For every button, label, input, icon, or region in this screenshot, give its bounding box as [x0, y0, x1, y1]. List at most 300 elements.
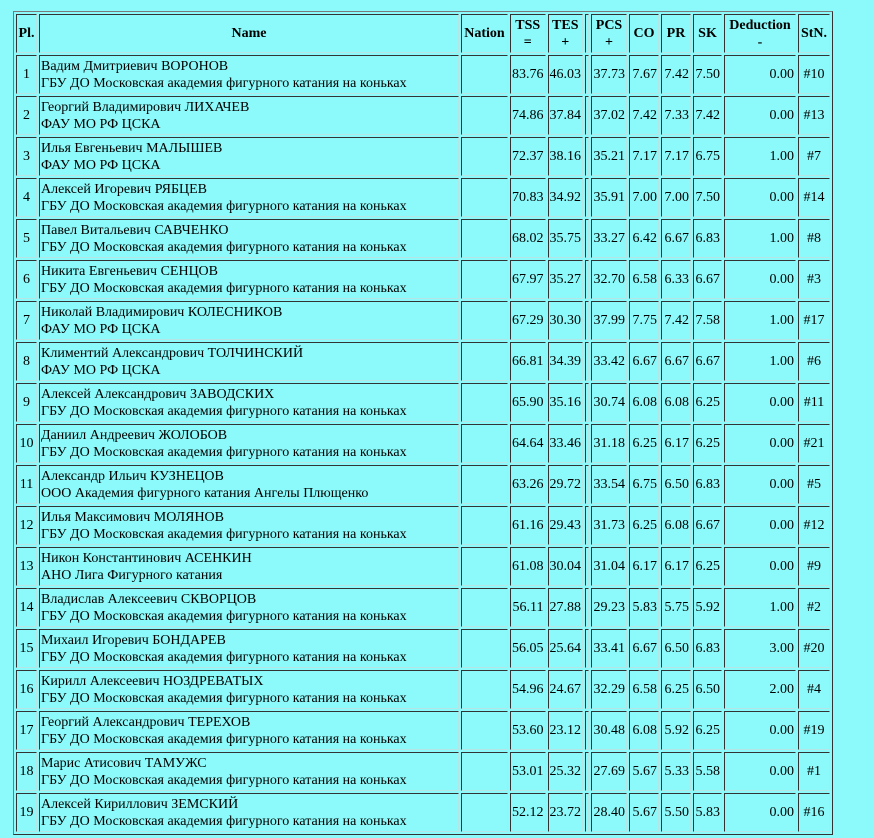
place-cell: 10 — [16, 424, 37, 463]
tss-cell: 52.12 — [510, 793, 546, 832]
tes-cell: 33.46 — [548, 424, 584, 463]
spacer-cell — [585, 383, 589, 422]
pr-cell: 6.25 — [661, 670, 691, 709]
deduction-cell: 0.00 — [724, 424, 796, 463]
sk-cell: 6.83 — [693, 219, 722, 258]
start-number-cell: #19 — [798, 711, 830, 750]
skater-cell — [39, 342, 459, 381]
skater-club: ГБУ ДО Московская академия фигурного катания на коньках — [41, 75, 407, 91]
results-table — [13, 11, 833, 835]
place-cell: 6 — [16, 260, 37, 299]
skater-club: ГБУ ДО Московская академия фигурного катания на коньках — [41, 403, 407, 419]
start-number-cell: #5 — [798, 465, 830, 504]
co-cell: 6.42 — [629, 219, 659, 258]
tes-cell: 29.72 — [548, 465, 584, 504]
table-row — [16, 793, 830, 832]
start-number-cell: #6 — [798, 342, 830, 381]
place-cell: 12 — [16, 506, 37, 545]
skater-club: ГБУ ДО Московская академия фигурного катания на коньках — [41, 649, 407, 665]
nation-cell — [461, 547, 508, 586]
tss-cell: 56.11 — [510, 588, 546, 627]
spacer-cell — [585, 670, 589, 709]
pcs-cell: 37.02 — [591, 96, 627, 135]
place-cell: 3 — [16, 137, 37, 176]
spacer-cell — [585, 219, 589, 258]
skater-cell — [39, 670, 459, 709]
sk-cell: 6.83 — [693, 629, 722, 668]
pr-cell: 6.50 — [661, 465, 691, 504]
co-cell: 6.67 — [629, 342, 659, 381]
pr-cell: 5.92 — [661, 711, 691, 750]
header-co: CO — [629, 14, 659, 53]
table-row — [16, 342, 830, 381]
co-cell: 6.58 — [629, 670, 659, 709]
skater-cell — [39, 301, 459, 340]
co-cell: 5.67 — [629, 752, 659, 791]
pcs-cell: 32.70 — [591, 260, 627, 299]
tes-cell: 35.27 — [548, 260, 584, 299]
tes-cell: 37.84 — [548, 96, 584, 135]
sk-cell: 6.75 — [693, 137, 722, 176]
skater-name: Марис Атисович ТАМУЖС — [41, 755, 207, 771]
pr-cell: 6.08 — [661, 506, 691, 545]
skater-club: ФАУ МО РФ ЦСКА — [41, 157, 161, 173]
deduction-cell: 3.00 — [724, 629, 796, 668]
header-deduction-label: Deduction — [729, 17, 791, 33]
tss-cell: 53.60 — [510, 711, 546, 750]
skater-name: Алексей Кириллович ЗЕМСКИЙ — [41, 796, 239, 812]
skater-name: Михаил Игоревич БОНДАРЕВ — [41, 632, 226, 648]
table-row — [16, 629, 830, 668]
skater-name: Илья Евгеньевич МАЛЫШЕВ — [41, 140, 223, 156]
start-number-cell: #3 — [798, 260, 830, 299]
deduction-cell: 0.00 — [724, 96, 796, 135]
nation-cell — [461, 629, 508, 668]
place-cell: 13 — [16, 547, 37, 586]
skater-club: ФАУ МО РФ ЦСКА — [41, 116, 161, 132]
start-number-cell: #13 — [798, 96, 830, 135]
tss-cell: 53.01 — [510, 752, 546, 791]
nation-cell — [461, 465, 508, 504]
header-pr: PR — [661, 14, 691, 53]
skater-cell — [39, 137, 459, 176]
pcs-cell: 33.42 — [591, 342, 627, 381]
header-tes — [548, 14, 584, 53]
place-cell: 16 — [16, 670, 37, 709]
tss-cell: 64.64 — [510, 424, 546, 463]
place-cell: 15 — [16, 629, 37, 668]
pr-cell: 7.33 — [661, 96, 691, 135]
nation-cell — [461, 424, 508, 463]
deduction-cell: 0.00 — [724, 55, 796, 94]
nation-cell — [461, 178, 508, 217]
pcs-cell: 35.91 — [591, 178, 627, 217]
skater-cell — [39, 547, 459, 586]
start-number-cell: #7 — [798, 137, 830, 176]
start-number-cell: #1 — [798, 752, 830, 791]
skater-club: ФАУ МО РФ ЦСКА — [41, 321, 161, 337]
place-cell: 18 — [16, 752, 37, 791]
deduction-cell: 0.00 — [724, 465, 796, 504]
skater-club: ГБУ ДО Московская академия фигурного катания на коньках — [41, 731, 407, 747]
pr-cell: 6.67 — [661, 219, 691, 258]
sk-cell: 7.50 — [693, 178, 722, 217]
pcs-cell: 29.23 — [591, 588, 627, 627]
header-name: Name — [39, 14, 459, 53]
header-pcs — [591, 14, 627, 53]
nation-cell — [461, 219, 508, 258]
co-cell: 6.17 — [629, 547, 659, 586]
table-row — [16, 547, 830, 586]
start-number-cell: #16 — [798, 793, 830, 832]
deduction-cell: 0.00 — [724, 178, 796, 217]
place-cell: 9 — [16, 383, 37, 422]
deduction-cell: 1.00 — [724, 342, 796, 381]
table-row — [16, 588, 830, 627]
sk-cell: 6.25 — [693, 547, 722, 586]
start-number-cell: #21 — [798, 424, 830, 463]
header-place: Pl. — [16, 14, 37, 53]
co-cell: 6.25 — [629, 506, 659, 545]
deduction-cell: 0.00 — [724, 383, 796, 422]
table-row — [16, 137, 830, 176]
co-cell: 6.67 — [629, 629, 659, 668]
nation-cell — [461, 711, 508, 750]
header-sk: SK — [693, 14, 722, 53]
tss-cell: 65.90 — [510, 383, 546, 422]
nation-cell — [461, 301, 508, 340]
pr-cell: 5.50 — [661, 793, 691, 832]
skater-name: Георгий Александрович ТЕРЕХОВ — [41, 714, 251, 730]
skater-cell — [39, 96, 459, 135]
pr-cell: 6.33 — [661, 260, 691, 299]
pcs-cell: 32.29 — [591, 670, 627, 709]
header-pcs-label: PCS — [595, 17, 623, 33]
spacer-cell — [585, 465, 589, 504]
skater-name: Никита Евгеньевич СЕНЦОВ — [41, 263, 218, 279]
spacer-cell — [585, 137, 589, 176]
place-cell: 11 — [16, 465, 37, 504]
tes-cell: 35.75 — [548, 219, 584, 258]
tss-cell: 66.81 — [510, 342, 546, 381]
pcs-cell: 33.27 — [591, 219, 627, 258]
pcs-cell: 27.69 — [591, 752, 627, 791]
tes-cell: 24.67 — [548, 670, 584, 709]
skater-name: Климентий Александрович ТОЛЧИНСКИЙ — [41, 345, 304, 361]
skater-name: Георгий Владимирович ЛИХАЧЕВ — [41, 99, 250, 115]
start-number-cell: #11 — [798, 383, 830, 422]
skater-cell — [39, 711, 459, 750]
tes-cell: 23.12 — [548, 711, 584, 750]
table-row — [16, 219, 830, 258]
nation-cell — [461, 506, 508, 545]
pcs-cell: 33.41 — [591, 629, 627, 668]
pr-cell: 7.42 — [661, 301, 691, 340]
tss-cell: 74.86 — [510, 96, 546, 135]
start-number-cell: #2 — [798, 588, 830, 627]
sk-cell: 6.50 — [693, 670, 722, 709]
nation-cell — [461, 752, 508, 791]
pr-cell: 5.33 — [661, 752, 691, 791]
skater-cell — [39, 55, 459, 94]
place-cell: 19 — [16, 793, 37, 832]
nation-cell — [461, 55, 508, 94]
table-row — [16, 711, 830, 750]
pcs-cell: 31.73 — [591, 506, 627, 545]
pr-cell: 6.08 — [661, 383, 691, 422]
spacer-cell — [585, 178, 589, 217]
deduction-cell: 0.00 — [724, 547, 796, 586]
deduction-cell: 1.00 — [724, 301, 796, 340]
place-cell: 7 — [16, 301, 37, 340]
skater-club: АНО Лига Фигурного катания — [41, 567, 223, 583]
skater-cell — [39, 629, 459, 668]
header-tss — [510, 14, 546, 53]
table-row — [16, 178, 830, 217]
pcs-cell: 37.73 — [591, 55, 627, 94]
start-number-cell: #8 — [798, 219, 830, 258]
pcs-cell: 35.21 — [591, 137, 627, 176]
spacer-cell — [585, 752, 589, 791]
co-cell: 7.00 — [629, 178, 659, 217]
tss-cell: 70.83 — [510, 178, 546, 217]
header-nation: Nation — [461, 14, 508, 53]
deduction-cell: 1.00 — [724, 137, 796, 176]
tes-cell: 34.39 — [548, 342, 584, 381]
table-row — [16, 424, 830, 463]
co-cell: 6.08 — [629, 711, 659, 750]
skater-cell — [39, 424, 459, 463]
spacer-cell — [585, 260, 589, 299]
pcs-cell: 30.74 — [591, 383, 627, 422]
skater-cell — [39, 383, 459, 422]
place-cell: 1 — [16, 55, 37, 94]
co-cell: 6.25 — [629, 424, 659, 463]
skater-cell — [39, 178, 459, 217]
skater-club: ГБУ ДО Московская академия фигурного катания на коньках — [41, 239, 407, 255]
skater-name: Александр Ильич КУЗНЕЦОВ — [41, 468, 224, 484]
tss-cell: 68.02 — [510, 219, 546, 258]
co-cell: 5.83 — [629, 588, 659, 627]
skater-name: Никон Константинович АСЕНКИН — [41, 550, 252, 566]
skater-name: Алексей Александрович ЗАВОДСКИХ — [41, 386, 275, 402]
deduction-cell: 2.00 — [724, 670, 796, 709]
pr-cell: 7.42 — [661, 55, 691, 94]
tss-cell: 63.26 — [510, 465, 546, 504]
tes-cell: 23.72 — [548, 793, 584, 832]
skater-club: ООО Академия фигурного катания Ангелы Плющенко — [41, 485, 369, 501]
skater-cell — [39, 219, 459, 258]
table-row — [16, 752, 830, 791]
table-row — [16, 383, 830, 422]
skater-name: Николай Владимирович КОЛЕСНИКОВ — [41, 304, 283, 320]
skater-club: ГБУ ДО Московская академия фигурного катания на коньках — [41, 280, 407, 296]
nation-cell — [461, 670, 508, 709]
place-cell: 5 — [16, 219, 37, 258]
tes-cell: 30.30 — [548, 301, 584, 340]
sk-cell: 7.58 — [693, 301, 722, 340]
deduction-cell: 0.00 — [724, 752, 796, 791]
tss-cell: 56.05 — [510, 629, 546, 668]
spacer-cell — [585, 629, 589, 668]
start-number-cell: #4 — [798, 670, 830, 709]
sk-cell: 6.25 — [693, 424, 722, 463]
skater-club: ГБУ ДО Московская академия фигурного катания на коньках — [41, 608, 407, 624]
pcs-cell: 30.48 — [591, 711, 627, 750]
spacer-cell — [585, 506, 589, 545]
pr-cell: 6.50 — [661, 629, 691, 668]
pcs-cell: 37.99 — [591, 301, 627, 340]
pcs-cell: 33.54 — [591, 465, 627, 504]
tes-cell: 27.88 — [548, 588, 584, 627]
tss-cell: 61.08 — [510, 547, 546, 586]
tss-cell: 72.37 — [510, 137, 546, 176]
skater-club: ГБУ ДО Московская академия фигурного катания на коньках — [41, 444, 407, 460]
spacer-cell — [585, 96, 589, 135]
header-tss-sign: = — [523, 34, 532, 50]
nation-cell — [461, 137, 508, 176]
sk-cell: 6.25 — [693, 711, 722, 750]
place-cell: 14 — [16, 588, 37, 627]
tes-cell: 30.04 — [548, 547, 584, 586]
pr-cell: 5.75 — [661, 588, 691, 627]
deduction-cell: 1.00 — [724, 219, 796, 258]
place-cell: 4 — [16, 178, 37, 217]
skater-club: ГБУ ДО Московская академия фигурного катания на коньках — [41, 813, 407, 829]
start-number-cell: #9 — [798, 547, 830, 586]
skater-cell — [39, 793, 459, 832]
tes-cell: 25.64 — [548, 629, 584, 668]
tss-cell: 67.29 — [510, 301, 546, 340]
tes-cell: 35.16 — [548, 383, 584, 422]
tes-cell: 38.16 — [548, 137, 584, 176]
tss-cell: 54.96 — [510, 670, 546, 709]
pr-cell: 7.17 — [661, 137, 691, 176]
start-number-cell: #10 — [798, 55, 830, 94]
skater-name: Вадим Дмитриевич ВОРОНОВ — [41, 58, 229, 74]
start-number-cell: #14 — [798, 178, 830, 217]
table-row — [16, 96, 830, 135]
skater-cell — [39, 588, 459, 627]
start-number-cell: #17 — [798, 301, 830, 340]
co-cell: 7.42 — [629, 96, 659, 135]
tes-cell: 29.43 — [548, 506, 584, 545]
nation-cell — [461, 260, 508, 299]
pcs-cell: 31.18 — [591, 424, 627, 463]
place-cell: 2 — [16, 96, 37, 135]
sk-cell: 7.50 — [693, 55, 722, 94]
skater-cell — [39, 752, 459, 791]
nation-cell — [461, 793, 508, 832]
nation-cell — [461, 96, 508, 135]
pr-cell: 6.67 — [661, 342, 691, 381]
spacer-cell — [585, 301, 589, 340]
skater-name: Илья Максимович МОЛЯНОВ — [41, 509, 224, 525]
deduction-cell: 1.00 — [724, 588, 796, 627]
spacer-cell — [585, 793, 589, 832]
header-spacer — [585, 14, 589, 53]
header-tss-label: TSS — [515, 17, 541, 33]
deduction-cell: 0.00 — [724, 506, 796, 545]
header-tes-sign: + — [561, 34, 570, 50]
pr-cell: 6.17 — [661, 424, 691, 463]
tss-cell: 61.16 — [510, 506, 546, 545]
table-row — [16, 506, 830, 545]
co-cell: 6.75 — [629, 465, 659, 504]
pr-cell: 6.17 — [661, 547, 691, 586]
results-body — [16, 55, 830, 832]
sk-cell: 5.83 — [693, 793, 722, 832]
header-row — [16, 14, 830, 53]
skater-cell — [39, 260, 459, 299]
sk-cell: 6.67 — [693, 506, 722, 545]
deduction-cell: 0.00 — [724, 260, 796, 299]
tss-cell: 83.76 — [510, 55, 546, 94]
sk-cell: 7.42 — [693, 96, 722, 135]
spacer-cell — [585, 342, 589, 381]
spacer-cell — [585, 711, 589, 750]
co-cell: 7.67 — [629, 55, 659, 94]
sk-cell: 6.25 — [693, 383, 722, 422]
nation-cell — [461, 383, 508, 422]
table-row — [16, 260, 830, 299]
nation-cell — [461, 588, 508, 627]
skater-cell — [39, 506, 459, 545]
table-row — [16, 301, 830, 340]
header-deduction — [724, 14, 796, 53]
skater-name: Даниил Андреевич ЖОЛОБОВ — [41, 427, 228, 443]
header-start-number: StN. — [798, 14, 830, 53]
skater-club: ГБУ ДО Московская академия фигурного катания на коньках — [41, 772, 407, 788]
table-row — [16, 670, 830, 709]
pcs-cell: 31.04 — [591, 547, 627, 586]
skater-name: Алексей Игоревич РЯБЦЕВ — [41, 181, 207, 197]
co-cell: 6.08 — [629, 383, 659, 422]
skater-cell — [39, 465, 459, 504]
tes-cell: 25.32 — [548, 752, 584, 791]
deduction-cell: 0.00 — [724, 793, 796, 832]
sk-cell: 5.92 — [693, 588, 722, 627]
start-number-cell: #12 — [798, 506, 830, 545]
table-row — [16, 465, 830, 504]
pcs-cell: 28.40 — [591, 793, 627, 832]
co-cell: 6.58 — [629, 260, 659, 299]
deduction-cell: 0.00 — [724, 711, 796, 750]
co-cell: 5.67 — [629, 793, 659, 832]
skater-name: Павел Витальевич САВЧЕНКО — [41, 222, 229, 238]
sk-cell: 5.58 — [693, 752, 722, 791]
spacer-cell — [585, 55, 589, 94]
skater-club: ГБУ ДО Московская академия фигурного катания на коньках — [41, 690, 407, 706]
co-cell: 7.17 — [629, 137, 659, 176]
co-cell: 7.75 — [629, 301, 659, 340]
skater-club: ФАУ МО РФ ЦСКА — [41, 362, 161, 378]
pr-cell: 7.00 — [661, 178, 691, 217]
header-tes-label: TES — [552, 17, 579, 33]
place-cell: 8 — [16, 342, 37, 381]
sk-cell: 6.83 — [693, 465, 722, 504]
table-row — [16, 55, 830, 94]
tes-cell: 46.03 — [548, 55, 584, 94]
tes-cell: 34.92 — [548, 178, 584, 217]
sk-cell: 6.67 — [693, 260, 722, 299]
header-deduction-sign: - — [757, 34, 763, 50]
header-pcs-sign: + — [605, 34, 613, 50]
nation-cell — [461, 342, 508, 381]
start-number-cell: #20 — [798, 629, 830, 668]
spacer-cell — [585, 588, 589, 627]
skater-name: Кирилл Алексеевич НОЗДРЕВАТЫХ — [41, 673, 264, 689]
